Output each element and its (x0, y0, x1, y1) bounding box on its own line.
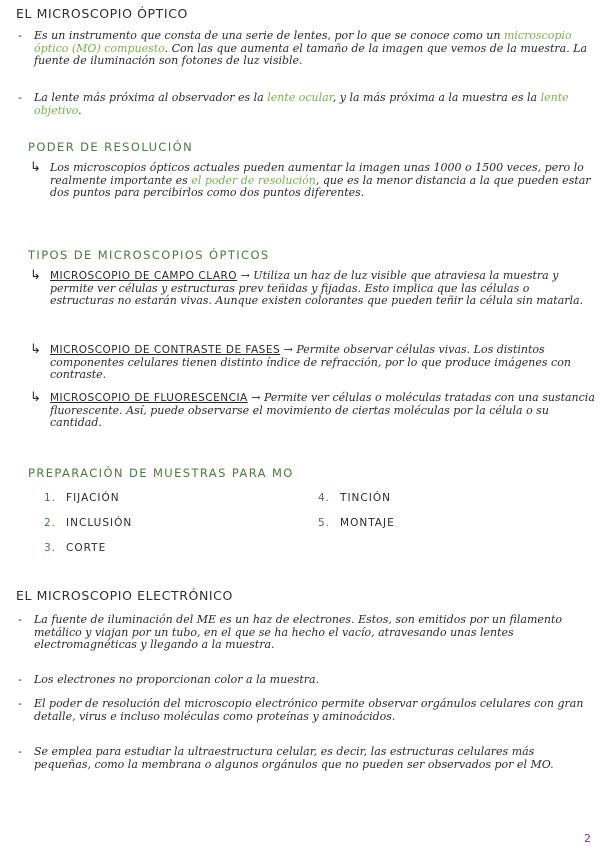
bullet-electron-4 (18, 746, 593, 771)
section-title-types: TIPOS DE MICROSCOPIOS ÓPTICOS (28, 248, 270, 262)
bullet-electron-3 (18, 698, 593, 723)
prep-step-3: 3. CORTE (44, 542, 107, 554)
prep-step-2: 2. INCLUSIÓN (44, 517, 133, 529)
type-item-fluorescence: ↳ MICROSCOPIO DE FLUORESCENCIA → Permite ver células o moléculas tratadas con una sustancia fluorescente. Así, puede observarse el movimiento de ciertas moléculas por la célula o su cantidad. (30, 390, 595, 429)
type-item-phase-contrast: ↳ MICROSCOPIO DE CONTRASTE DE FASES → Permite observar células vivas. Los distintos componentes celulares tienen distinto índice de refracción, por lo que produce imágenes con contraste. (30, 342, 571, 381)
arrow-marker-icon: ↳ (30, 160, 41, 175)
bullet-marker: - (18, 29, 22, 42)
prep-step-5: 5. MONTAJE (318, 517, 395, 529)
bullet-text: Los electrones no proporcionan color a la muestra. (34, 673, 320, 686)
bullet-text: Es un instrumento que consta de una serie de lentes, por lo que se conoce como un microscopio óptico (MO) compuesto. Con las que aumenta el tamaño de la imagen que vemos de la muestra. La fuente de iluminación son fotones de luz visible. (34, 29, 588, 67)
bullet-electron-2 (18, 674, 593, 687)
bullet-marker: - (18, 91, 22, 104)
resolution-text: Los microscopios ópticos actuales pueden aumentar la imagen unas 1000 o 1500 veces, pero lo realmente importante es el poder de resolución, que es la menor distancia a la que pueden estar dos puntos para percibirlos como dos puntos diferentes. (50, 161, 591, 199)
arrow-marker-icon: ↳ (30, 268, 41, 283)
section-title-resolution: PODER DE RESOLUCIÓN (28, 140, 194, 154)
highlight-compound-mo: microscopio óptico (MO) compuesto (34, 29, 572, 55)
right-arrow-icon: → (251, 391, 261, 404)
prep-step-1: 1. FIJACIÓN (44, 492, 120, 504)
bullet-marker: - (18, 613, 22, 626)
bullet-marker: - (18, 745, 22, 758)
bullet-optical-1 (18, 30, 593, 68)
type-item-bright-field: ↳ MICROSCOPIO DE CAMPO CLARO → Utiliza un haz de luz visible que atraviesa la muestra y permite ver células y estructuras prev teñidas y fijadas. Esto implica que las células o estructuras no estarán vivas. Aunque existen colorantes que pueden teñir la célula sin matarla. (30, 268, 584, 307)
highlight-objective-lens: lente objetivo (34, 91, 569, 117)
prep-step-4: 4. TINCIÓN (318, 492, 391, 504)
section-title-prep: PREPARACIÓN DE MUESTRAS PARA MO (28, 466, 294, 480)
bullet-text: Se emplea para estudiar la ultraestructura celular, es decir, las estructuras celulares más pequeñas, como la membrana o algunos orgánulos que no pueden ser observados por el MO. (34, 745, 554, 771)
bullet-text: El poder de resolución del microscopio electrónico permite observar orgánulos celulares con gran detalle, virus e incluso moléculas como proteínas y aminoácidos. (34, 697, 584, 723)
section-title-optical: EL MICROSCOPIO ÓPTICO (16, 6, 188, 21)
highlight-ocular-lens: lente ocular (267, 91, 333, 104)
page-number: 2 (584, 832, 591, 845)
right-arrow-icon: → (283, 343, 293, 356)
arrow-marker-icon: ↳ (30, 342, 41, 357)
term-fluorescence: MICROSCOPIO DE FLUORESCENCIA (50, 392, 248, 404)
term-phase-contrast: MICROSCOPIO DE CONTRASTE DE FASES (50, 344, 281, 356)
term-bright-field: MICROSCOPIO DE CAMPO CLARO (50, 270, 238, 282)
section-title-electron: EL MICROSCOPIO ELECTRÓNICO (16, 588, 233, 603)
right-arrow-icon: → (240, 269, 250, 282)
resolution-item (30, 162, 595, 200)
bullet-marker: - (18, 673, 22, 686)
bullet-marker: - (18, 697, 22, 710)
bullet-optical-2 (18, 92, 593, 117)
arrow-marker-icon: ↳ (30, 390, 41, 405)
highlight-resolution: el poder de resolución (191, 173, 316, 187)
bullet-electron-1 (18, 614, 593, 652)
bullet-text: La lente más próxima al observador es la lente ocular, y la más próxima a la muestra es la lente objetivo. (34, 91, 569, 117)
bullet-text: La fuente de iluminación del ME es un haz de electrones. Estos, son emitidos por un filamento metálico y viajan por un tubo, en el que se ha hecho el vacío, atravesando unas lentes electromagnéticas y llegando a la muestra. (34, 613, 563, 651)
